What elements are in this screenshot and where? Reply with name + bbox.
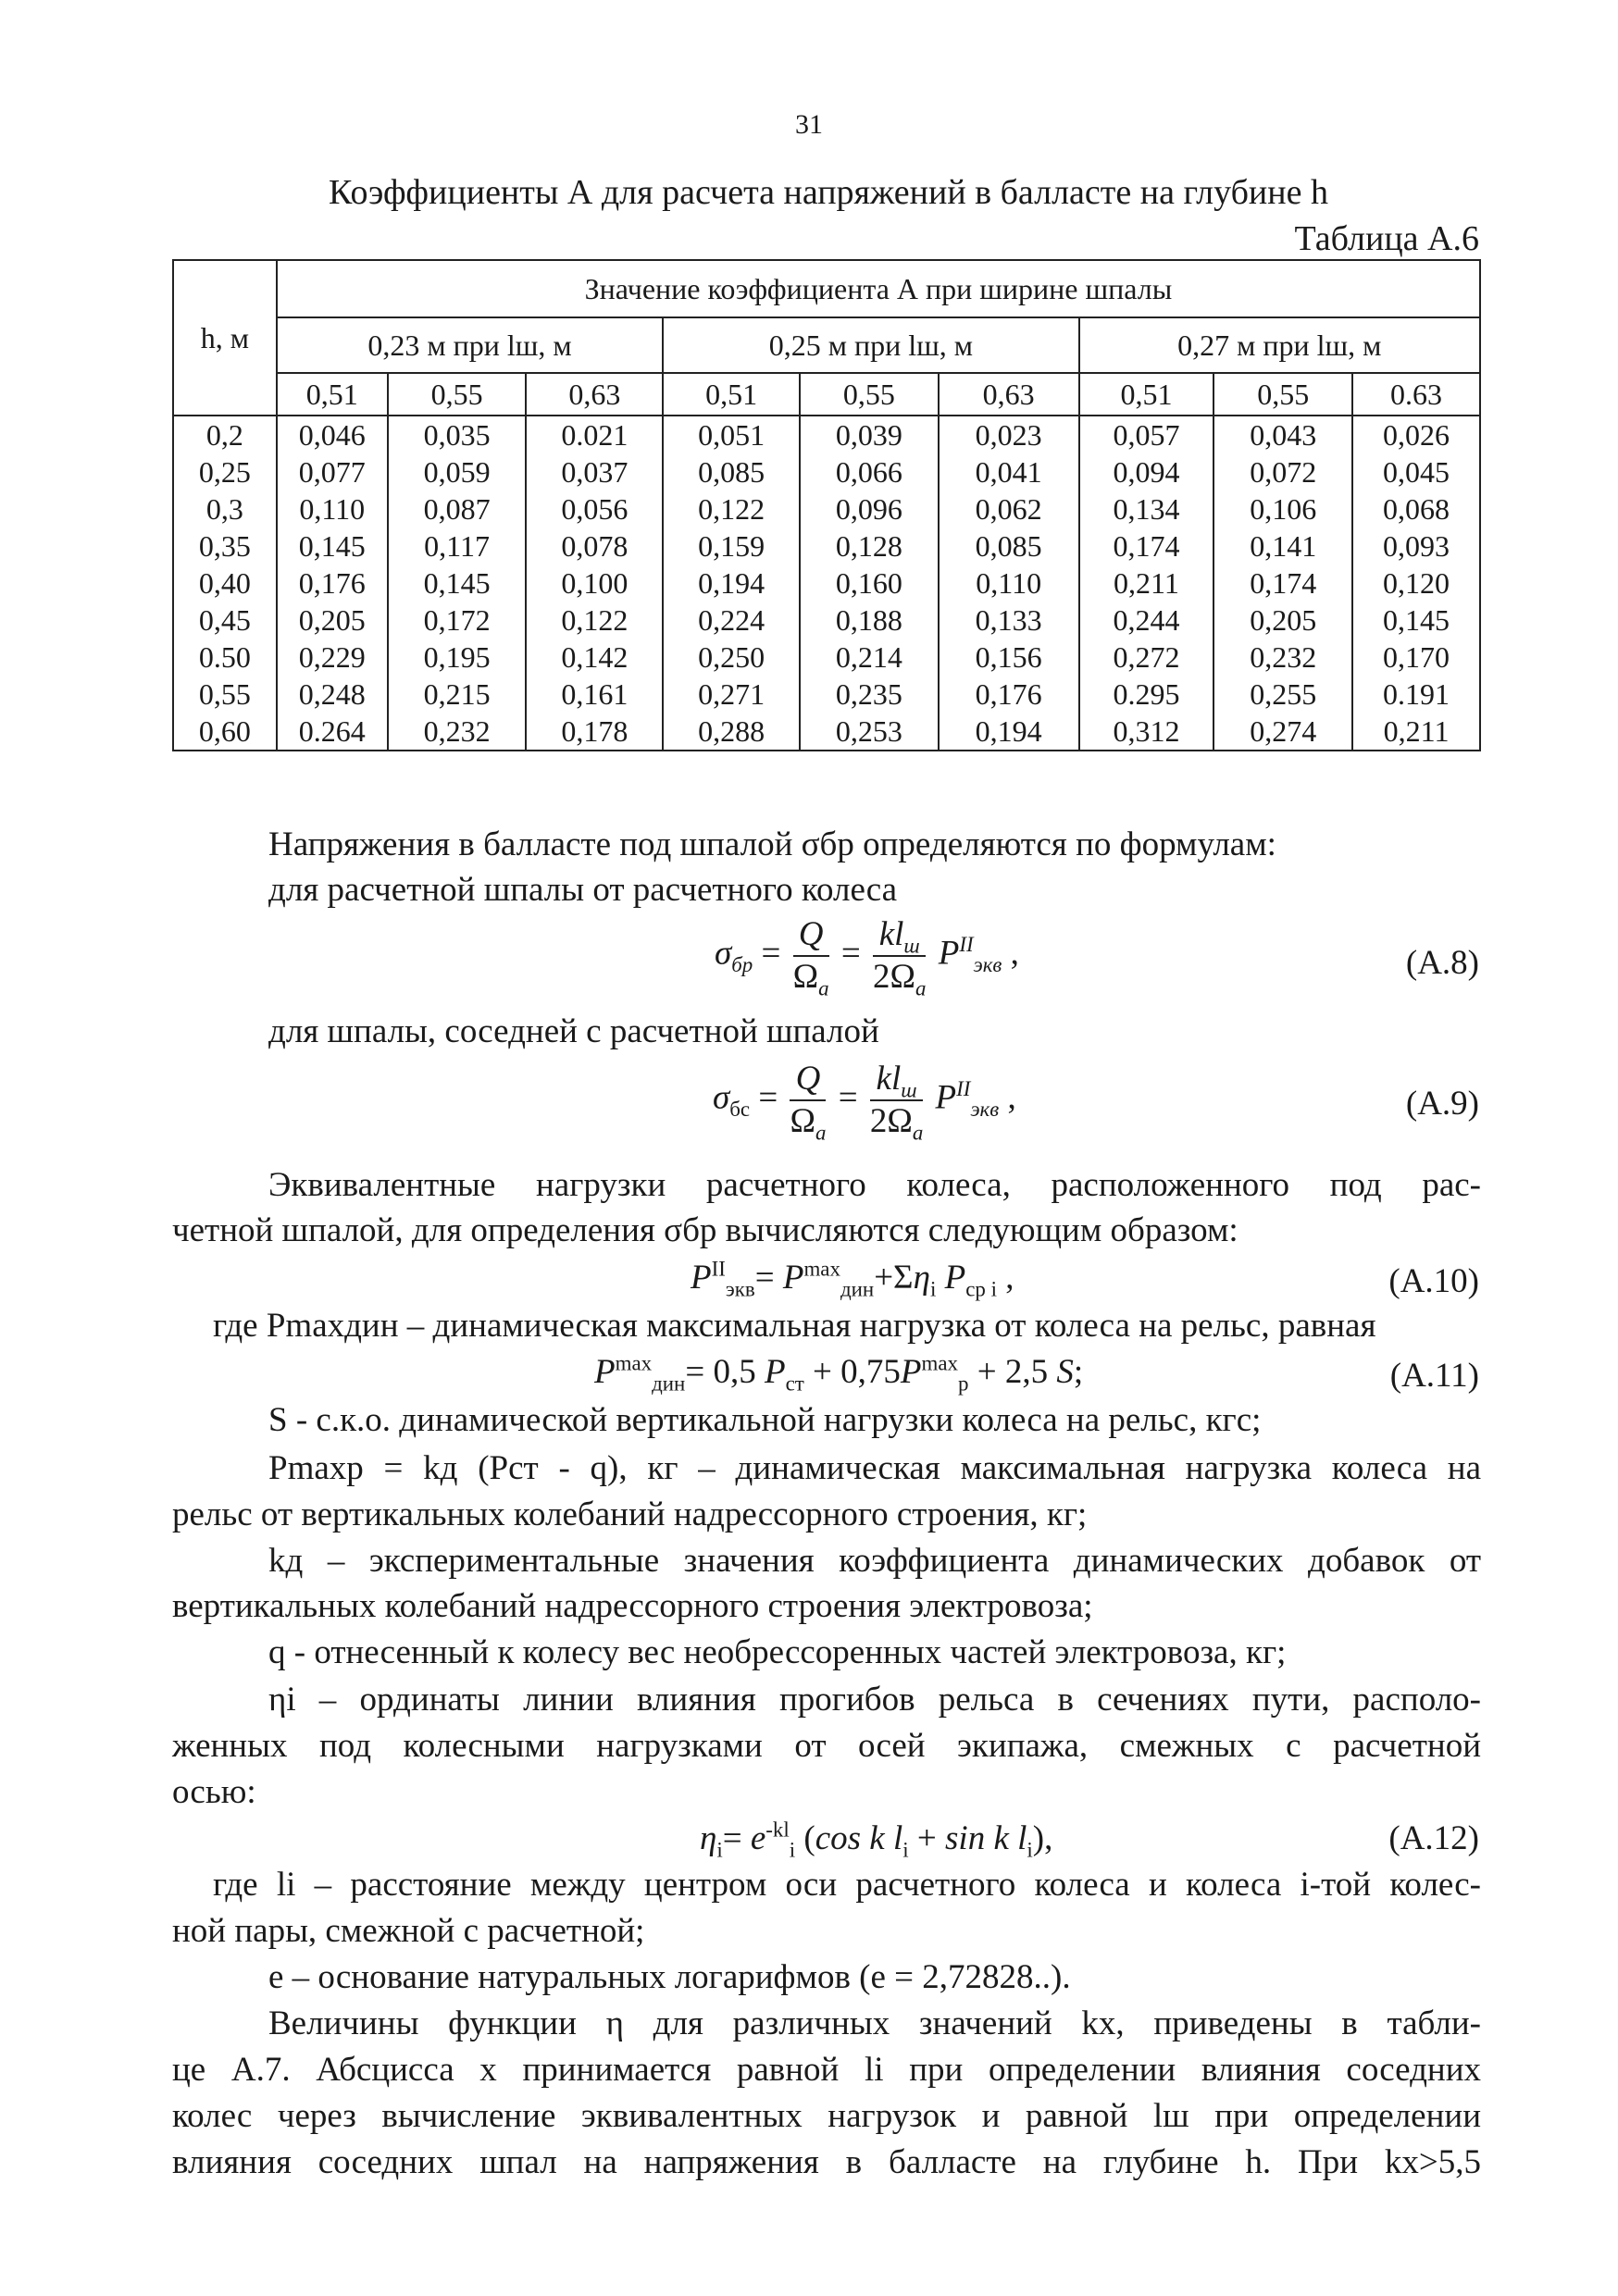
l-header-cell: 0,51 (1079, 373, 1214, 416)
coefficient-cell: 0,122 (526, 602, 663, 639)
group-header: Значение коэффициента А при ширине шпалы (277, 260, 1480, 317)
formula-a10: $P^{II}_{экв}= P^{max}_{дин}+\Sigma\eta_i$ $P_{ср i}$ , (691, 1257, 1014, 1301)
coefficient-cell: 0,161 (526, 676, 663, 713)
coefficient-cell: 0,215 (388, 676, 527, 713)
formula-a8: $\sigma_{бр}$ = $\frac{Q}{\Omega_a}$ = $\frac{kl_ш}{2\Omega_a}$ $P^{II}_{экв}$ , (715, 915, 1019, 1000)
paragraph: влияния соседних шпал на напряжения в балласте на глубине h. При kx>5,5 (172, 2143, 1481, 2181)
h-column-header: h, м (173, 260, 277, 416)
equation-number: (А.8) (1405, 944, 1479, 982)
coefficient-cell: 0,211 (1352, 713, 1480, 751)
coefficient-cell: 0,087 (388, 490, 527, 527)
h-value-cell: 0,25 (173, 453, 277, 490)
coefficient-cell: 0,176 (939, 676, 1079, 713)
l-header-cell: 0.63 (1352, 373, 1480, 416)
coefficient-cell: 0,051 (663, 416, 800, 453)
coefficient-cell: 0,194 (939, 713, 1079, 751)
coefficient-cell: 0,057 (1079, 416, 1214, 453)
coefficient-cell: 0,062 (939, 490, 1079, 527)
coefficient-cell: 0,174 (1214, 565, 1352, 602)
coefficient-cell: 0,120 (1352, 565, 1480, 602)
coefficient-cell: 0.295 (1079, 676, 1214, 713)
paragraph: колес через вычисление эквивалентных нагрузок и равной lш при определении (172, 2097, 1481, 2135)
coefficient-cell: 0,068 (1352, 490, 1480, 527)
coefficient-cell: 0,176 (277, 565, 388, 602)
equation-number: (А.9) (1405, 1085, 1479, 1123)
table-row (173, 676, 1480, 713)
h-value-cell: 0,2 (173, 416, 277, 453)
coefficient-cell: 0,194 (663, 565, 800, 602)
coefficient-cell: 0,134 (1079, 490, 1214, 527)
coefficient-cell: 0,250 (663, 639, 800, 676)
equation-number: (А.12) (1388, 1819, 1479, 1857)
equation-number: (А.11) (1389, 1357, 1479, 1395)
h-value-cell: 0,45 (173, 602, 277, 639)
paragraph: Напряжения в балласте под шпалой σбр определяются по формулам: (268, 825, 1276, 863)
coefficient-cell: 0,059 (388, 453, 527, 490)
l-header-cell: 0,63 (526, 373, 663, 416)
page-number: 31 (795, 109, 823, 140)
formula-a12: $\eta_i= e^{-kl}_i$ (cos k $l_i + \sin k$ $l_i$), (700, 1818, 1053, 1862)
paragraph: e – основание натуральных логарифмов (e = 2,72828..). (268, 1958, 1071, 1996)
coefficient-cell: 0,066 (800, 453, 939, 490)
coefficient-cell: 0,214 (800, 639, 939, 676)
coefficient-cell: 0,045 (1352, 453, 1480, 490)
coefficient-cell: 0,145 (388, 565, 527, 602)
table-row (173, 490, 1480, 527)
paragraph: це А.7. Абсцисса х принимается равной li при определении влияния соседних (172, 2051, 1481, 2089)
paragraph: женных под колесными нагрузками от осей экипажа, смежных с расчетной (172, 1727, 1481, 1765)
l-header-cell: 0,51 (663, 373, 800, 416)
paragraph: вертикальных колебаний надрессорного строения электровоза; (172, 1587, 1093, 1625)
paragraph: ηi – ординаты линии влияния прогибов рельса в сечениях пути, располо- (268, 1681, 1481, 1719)
coefficient-cell: 0,056 (526, 490, 663, 527)
paragraph: q - отнесенный к колесу вес необрессоренных частей электровоза, кг; (268, 1633, 1287, 1671)
coefficient-cell: 0,178 (526, 713, 663, 751)
coefficient-cell: 0,205 (277, 602, 388, 639)
coefficient-cell: 0,205 (1214, 602, 1352, 639)
h-value-cell: 0,35 (173, 527, 277, 565)
coefficient-cell: 0,235 (800, 676, 939, 713)
coefficient-cell: 0,272 (1079, 639, 1214, 676)
coefficient-cell: 0,141 (1214, 527, 1352, 565)
paragraph: где Pmaxдин – динамическая максимальная нагрузка от колеса на рельс, равная (213, 1307, 1376, 1345)
table-row (173, 713, 1480, 751)
coefficient-cell: 0,229 (277, 639, 388, 676)
coefficient-cell: 0,172 (388, 602, 527, 639)
width-header: 0,23 м при lш, м (277, 317, 663, 373)
coefficient-cell: 0,106 (1214, 490, 1352, 527)
l-header-cell: 0,55 (388, 373, 527, 416)
width-header: 0,27 м при lш, м (1079, 317, 1480, 373)
coefficient-cell: 0,077 (277, 453, 388, 490)
h-value-cell: 0,55 (173, 676, 277, 713)
coefficient-cell: 0,142 (526, 639, 663, 676)
coefficient-cell: 0,122 (663, 490, 800, 527)
coefficient-cell: 0,094 (1079, 453, 1214, 490)
coefficient-cell: 0,041 (939, 453, 1079, 490)
coefficient-cell: 0,023 (939, 416, 1079, 453)
coefficient-cell: 0.264 (277, 713, 388, 751)
coefficient-cell: 0,133 (939, 602, 1079, 639)
coefficient-cell: 0,159 (663, 527, 800, 565)
coefficient-cell: 0,085 (663, 453, 800, 490)
table-row (173, 565, 1480, 602)
coefficient-cell: 0,093 (1352, 527, 1480, 565)
coefficient-cell: 0,232 (388, 713, 527, 751)
table-label: Таблица А.6 (1294, 219, 1479, 258)
paragraph: где li – расстояние между центром оси расчетного колеса и колеса i-той колес- (213, 1866, 1481, 1904)
coefficient-table (172, 259, 1481, 751)
coefficient-cell: 0,035 (388, 416, 527, 453)
coefficient-cell: 0.021 (526, 416, 663, 453)
coefficient-cell: 0,195 (388, 639, 527, 676)
paragraph: S - с.к.о. динамической вертикальной нагрузки колеса на рельс, кгс; (268, 1401, 1262, 1439)
table-caption: Коэффициенты А для расчета напряжений в балласте на глубине h (329, 173, 1328, 212)
coefficient-cell: 0,174 (1079, 527, 1214, 565)
coefficient-cell: 0.191 (1352, 676, 1480, 713)
paragraph: для шпалы, соседней с расчетной шпалой (268, 1012, 879, 1050)
coefficient-cell: 0,211 (1079, 565, 1214, 602)
table-row (173, 453, 1480, 490)
coefficient-cell: 0,244 (1079, 602, 1214, 639)
coefficient-cell: 0,128 (800, 527, 939, 565)
paragraph: ной пары, смежной с расчетной; (172, 1912, 645, 1950)
coefficient-cell: 0,288 (663, 713, 800, 751)
l-header-cell: 0,63 (939, 373, 1079, 416)
coefficient-cell: 0,253 (800, 713, 939, 751)
h-value-cell: 0.50 (173, 639, 277, 676)
coefficient-cell: 0,096 (800, 490, 939, 527)
paragraph: Величины функции η для различных значений kx, приведены в табли- (268, 2004, 1481, 2042)
coefficient-cell: 0,170 (1352, 639, 1480, 676)
coefficient-cell: 0,156 (939, 639, 1079, 676)
l-header-cell: 0,55 (800, 373, 939, 416)
paragraph: kд – экспериментальные значения коэффициента динамических добавок от (268, 1542, 1481, 1580)
h-value-cell: 0,60 (173, 713, 277, 751)
equation-number: (А.10) (1388, 1262, 1479, 1300)
coefficient-cell: 0,072 (1214, 453, 1352, 490)
coefficient-cell: 0,085 (939, 527, 1079, 565)
coefficient-cell: 0,078 (526, 527, 663, 565)
paragraph: осью: (172, 1773, 256, 1811)
coefficient-cell: 0,160 (800, 565, 939, 602)
coefficient-cell: 0,232 (1214, 639, 1352, 676)
coefficient-cell: 0,248 (277, 676, 388, 713)
coefficient-cell: 0,043 (1214, 416, 1352, 453)
table-row (173, 527, 1480, 565)
table-row (173, 416, 1480, 453)
width-header: 0,25 м при lш, м (663, 317, 1078, 373)
table-row (173, 639, 1480, 676)
coefficient-cell: 0,026 (1352, 416, 1480, 453)
coefficient-cell: 0,039 (800, 416, 939, 453)
l-header-cell: 0,51 (277, 373, 388, 416)
paragraph: Эквивалентные нагрузки расчетного колеса, расположенного под рас- (268, 1166, 1481, 1204)
coefficient-cell: 0,110 (939, 565, 1079, 602)
formula-a9: $\sigma_{бс}$ = $\frac{Q}{\Omega_a}$ = $\frac{kl_ш}{2\Omega_a}$ $P^{II}_{экв}$ , (713, 1060, 1016, 1145)
coefficient-cell: 0,100 (526, 565, 663, 602)
formula-a11: $P^{max}_{дин}= 0,5$ $P_{ст} + 0,75P^{max}_р + 2,5$ S; (594, 1351, 1084, 1396)
coefficient-cell: 0,312 (1079, 713, 1214, 751)
coefficient-cell: 0,271 (663, 676, 800, 713)
paragraph: для расчетной шпалы от расчетного колеса (268, 871, 898, 909)
paragraph: рельс от вертикальных колебаний надрессорного строения, кг; (172, 1496, 1088, 1533)
table-row (173, 602, 1480, 639)
coefficient-cell: 0,037 (526, 453, 663, 490)
paragraph: четной шпалой, для определения σбр вычисляются следующим образом: (172, 1211, 1238, 1249)
coefficient-cell: 0,145 (277, 527, 388, 565)
coefficient-cell: 0,110 (277, 490, 388, 527)
coefficient-cell: 0,255 (1214, 676, 1352, 713)
l-header-cell: 0,55 (1214, 373, 1352, 416)
paragraph: Pmaxр = kд (Pст - q), кг – динамическая максимальная нагрузка колеса на (268, 1449, 1481, 1487)
h-value-cell: 0,3 (173, 490, 277, 527)
coefficient-cell: 0,145 (1352, 602, 1480, 639)
coefficient-cell: 0,046 (277, 416, 388, 453)
coefficient-cell: 0,224 (663, 602, 800, 639)
coefficient-cell: 0,274 (1214, 713, 1352, 751)
coefficient-cell: 0,117 (388, 527, 527, 565)
h-value-cell: 0,40 (173, 565, 277, 602)
coefficient-cell: 0,188 (800, 602, 939, 639)
